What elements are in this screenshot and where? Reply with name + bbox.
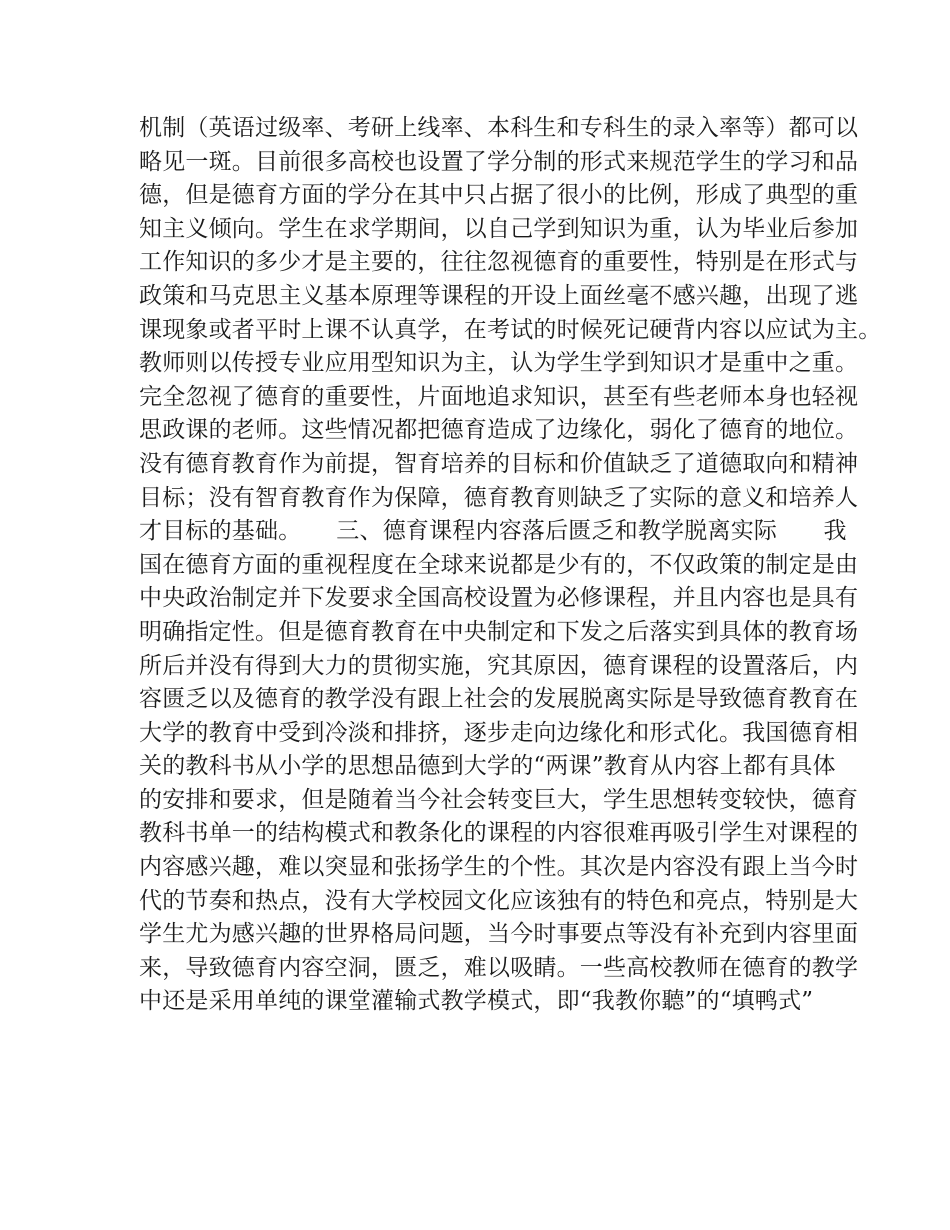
text-line: 德，但是德育方面的学分在其中只占据了很小的比例，形成了典型的重 xyxy=(139,182,859,209)
text-line: 中还是采用单纯的课堂灌输式教学模式，即“我教你聽”的“填鸭式” xyxy=(139,988,814,1015)
text-line: 目标；没有智育教育作为保障，德育教育则缺乏了实际的意义和培养人 xyxy=(139,484,859,511)
text-line: 略见一斑。目前很多高校也设置了学分制的形式来规范学生的学习和品 xyxy=(139,148,859,175)
text-line: 所后并没有得到大力的贯彻实施，究其原因，德育课程的设置落后，内 xyxy=(139,652,859,679)
text-line: 思政课的老师。这些情况都把德育造成了边缘化，弱化了德育的地位。 xyxy=(139,417,859,444)
text-line: 中央政治制定并下发要求全国高校设置为必修课程，并且内容也是具有 xyxy=(139,585,859,612)
text-line: 才目标的基础。 三、德育课程内容落后匮乏和教学脱离实际 我 xyxy=(139,518,847,545)
text-line: 教师则以传授专业应用型知识为主，认为学生学到知识才是重中之重。 xyxy=(139,350,859,377)
text-line: 关的教科书从小学的思想品德到大学的“两课”教育从内容上都有具体 xyxy=(139,753,836,780)
text-line: 容匮乏以及德育的教学没有跟上社会的发展脱离实际是导致德育教育在 xyxy=(139,686,859,713)
text-line: 没有德育教育作为前提，智育培养的目标和价值缺乏了道德取向和精神 xyxy=(139,450,859,477)
text-line: 明确指定性。但是德育教育在中央制定和下发之后落实到具体的教育场 xyxy=(139,618,859,645)
text-line: 工作知识的多少才是主要的，往往忽视德育的重要性，特别是在形式与 xyxy=(139,249,859,276)
text-line: 教科书单一的结构模式和教条化的课程的内容很难再吸引学生对课程的 xyxy=(139,820,859,847)
text-line: 完全忽视了德育的重要性，片面地追求知识，甚至有些老师本身也轻视 xyxy=(139,383,859,410)
text-line: 的安排和要求，但是随着当今社会转变巨大，学生思想转变较快，德育 xyxy=(139,786,859,813)
text-line: 政策和马克思主义基本原理等课程的开设上面丝毫不感兴趣，出现了逃 xyxy=(139,282,859,309)
text-line: 代的节奏和热点，没有大学校园文化应该独有的特色和亮点，特别是大 xyxy=(139,887,859,914)
text-line: 机制（英语过级率、考研上线率、本科生和专科生的录入率等）都可以 xyxy=(139,115,859,141)
text-line: 来，导致德育内容空洞，匮乏，难以吸睛。一些高校教师在德育的教学 xyxy=(139,954,859,981)
text-line: 国在德育方面的重视程度在全球来说都是少有的，不仅政策的制定是由 xyxy=(139,551,859,578)
text-line: 知主义倾向。学生在求学期间，以自己学到知识为重，认为毕业后参加 xyxy=(139,215,859,242)
text-line: 学生尤为感兴趣的世界格局问题，当今时事要点等没有补充到内容里面 xyxy=(139,921,859,948)
text-line: 大学的教育中受到冷淡和排挤，逐步走向边缘化和形式化。我国德育相 xyxy=(139,719,859,746)
text-line: 课现象或者平时上课不认真学，在考试的时候死记硬背内容以应试为主。 xyxy=(139,316,882,343)
body-text xyxy=(139,112,882,1019)
text-line: 内容感兴趣，难以突显和张扬学生的个性。其次是内容没有跟上当今时 xyxy=(139,854,859,881)
